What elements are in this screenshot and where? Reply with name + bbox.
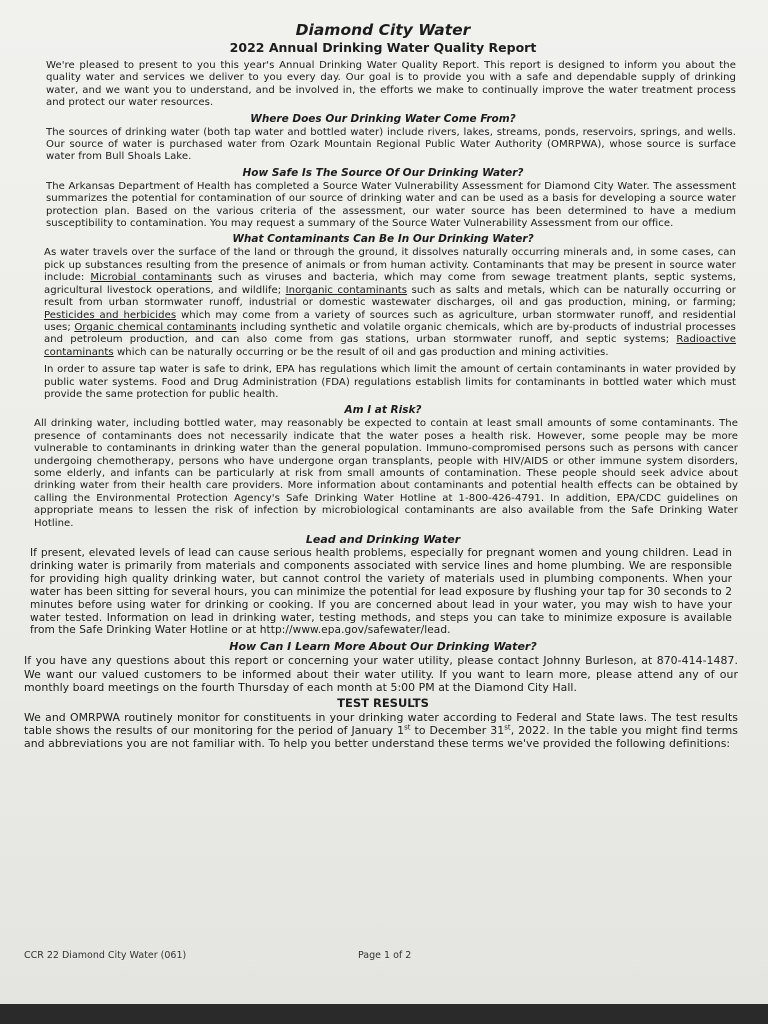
intro-paragraph: We're pleased to present to you this year's Annual Drinking Water Quality Report. This report is designed to inform you about the quality water and services we deliver to you every day. Our goal is to provide you with a safe and dependable supply of drinking water, and we want you to understand, and be involved in, the efforts we make to continually improve the water treatment process and protect our water resources. <box>46 60 736 109</box>
test-text-1: We and OMRPWA routinely monitor for constituents in your drinking water according to Federal and State laws. The test results table shows the results of our monitoring for the period of January 1 <box>24 710 738 738</box>
learn-more-heading: How Can I Learn More About Our Drinking Water? <box>229 640 537 654</box>
regulations-paragraph: In order to assure tap water is safe to drink, EPA has regulations which limit the amount of certain contaminants in water provided by public water systems. Food and Drug Administration (FDA) regulations establish limits for contaminants in bottled water which must provide the same protection for public health. <box>44 364 736 400</box>
test-text-2: to December 31 <box>410 724 505 738</box>
source-section <box>24 113 742 164</box>
risk-paragraph: All drinking water, including bottled water, may reasonably be expected to contain at least small amounts of some contaminants. The presence of contaminants does not necessarily indicate that the water poses a health risk. However, some people may be more vulnerable to contaminants in drinking water than the general population. Immuno-compromised persons such as persons with cancer undergoing chemotherapy, persons who have undergone organ transplants, people with HIV/AIDS or other immune system disorders, some elderly, and infants can be particularly at risk from small amounts of contamination. These people should seek advice about drinking water from their health care providers. More information about contaminants and potential health effects can be obtained by calling the Environmental Protection Agency's Safe Drinking Water Hotline at 1-800-426-4791. In addition, EPA/CDC guidelines on appropriate means to lessen the risk of infection by microbiological contaminants are also available from the Safe Drinking Water Hotline. <box>34 418 738 529</box>
contaminants-text-2: such as viruses and bacteria, which may come from sewage treatment plants, septic systems, agricultural livestock operations, and wildlife; <box>44 272 736 296</box>
test-results-heading: TEST RESULTS <box>337 695 429 710</box>
intro-section <box>24 60 742 110</box>
contaminants-text-1: As water travels over the surface of the land or through the ground, it dissolves naturally occurring minerals and, in some cases, can pick up substances resulting from the presence of animals or from human activity. Contaminants that may be present in source water include: <box>44 247 736 284</box>
inorganic-contaminants-term: Inorganic contaminants <box>285 284 408 296</box>
page-number: Page 1 of 2 <box>358 950 412 961</box>
test-results-section <box>24 697 742 751</box>
contaminants-section <box>24 233 742 401</box>
footer-document-id: CCR 22 Diamond City Water (061) <box>24 950 187 961</box>
report-subtitle: 2022 Annual Drinking Water Quality Report <box>229 40 537 55</box>
test-text-3: , 2022. In the table you might find terms and abbreviations you are not familiar with. To help you better understand these terms we've provided the following definitions: <box>24 724 739 751</box>
source-heading: Where Does Our Drinking Water Come From? <box>250 112 516 125</box>
organic-chemical-term: Organic chemical contaminants <box>74 321 237 333</box>
risk-section <box>24 404 742 530</box>
safety-heading: How Safe Is The Source Of Our Drinking Water? <box>242 166 524 179</box>
contaminants-text-3: such as salts and metals, which can be naturally occurring or result from urban stormwater runoff, industrial or domestic wastewater discharges, oil and gas production, mining, or farming; <box>44 284 736 309</box>
contaminants-paragraph <box>24 247 742 359</box>
radioactive-contaminants-term: Radioactive contaminants <box>44 334 736 358</box>
contaminants-heading: What Contaminants Can Be In Our Drinking Water? <box>232 233 534 246</box>
report-title: Diamond City Water <box>295 21 471 39</box>
lead-heading: Lead and Drinking Water <box>305 533 461 546</box>
pesticides-herbicides-term: Pesticides and herbicides <box>44 309 177 321</box>
source-paragraph: The sources of drinking water (both tap water and bottled water) include rivers, lakes, streams, ponds, reservoirs, springs, and wells. Our source of water is purchased water from Ozark Mountain Regional Public Water Authority (OMRPWA), whose source is surface water from Bull Shoals Lake. <box>46 126 736 163</box>
test-results-paragraph <box>24 711 742 751</box>
safety-paragraph: The Arkansas Department of Health has completed a Source Water Vulnerability Assessment for Diamond City Water. The assessment summarizes the potential for contamination of our source of drinking water and can be used as a basis for developing a source water protection plan. Based on the various criteria of the assessment, our water source has been determined to have a medium susceptibility to contamination. You may request a summary of the Source Water Vulnerability Assessment from our office. <box>46 180 736 230</box>
lead-section <box>24 533 742 637</box>
learn-more-paragraph: If you have any questions about this report or concerning your water utility, please contact Johnny Burleson, at 870-414-1487. We want our valued customers to be informed about their water utility. If you want to learn more, please attend any of our monthly board meetings on the fourth Thursday of each month at 5:00 PM at the Diamond City Hall. <box>24 654 738 694</box>
risk-heading: Am I at Risk? <box>344 404 422 417</box>
contaminants-text-4: which may come from a variety of sources such as agriculture, urban stormwater runoff, and residential uses; <box>44 309 736 333</box>
contaminants-text-5: including synthetic and volatile organic chemicals, which are by-products of industrial processes and petroleum production, and can also come from gas stations, urban stormwater runoff, and septic systems; <box>44 321 736 346</box>
safety-section <box>24 167 742 231</box>
ordinal-suffix: st <box>504 723 511 732</box>
learn-more-section <box>24 640 742 694</box>
contaminants-text-6: which can be naturally occurring or be the result of oil and gas production and mining activities. <box>113 346 609 358</box>
microbial-contaminants-term: Microbial contaminants <box>90 272 212 284</box>
ordinal-suffix: st <box>404 723 411 732</box>
report-content <box>24 20 742 753</box>
lead-paragraph: If present, elevated levels of lead can cause serious health problems, especially for pregnant women and young children. Lead in drinking water is primarily from materials and components associated with service lines and home plumbing. We are responsible for providing high quality drinking water, but cannot control the variety of materials used in plumbing components. When your water has been sitting for several hours, you can minimize the potential for lead exposure by flushing your tap for 30 seconds to 2 minutes before using water for drinking or cooking. If you are concerned about lead in your water, you may wish to have your water tested. Information on lead in drinking water, testing methods, and steps you can take to minimize exposure is available from the Safe Drinking Water Hotline or at http://www.epa.gov/safewater/lead. <box>30 547 732 637</box>
